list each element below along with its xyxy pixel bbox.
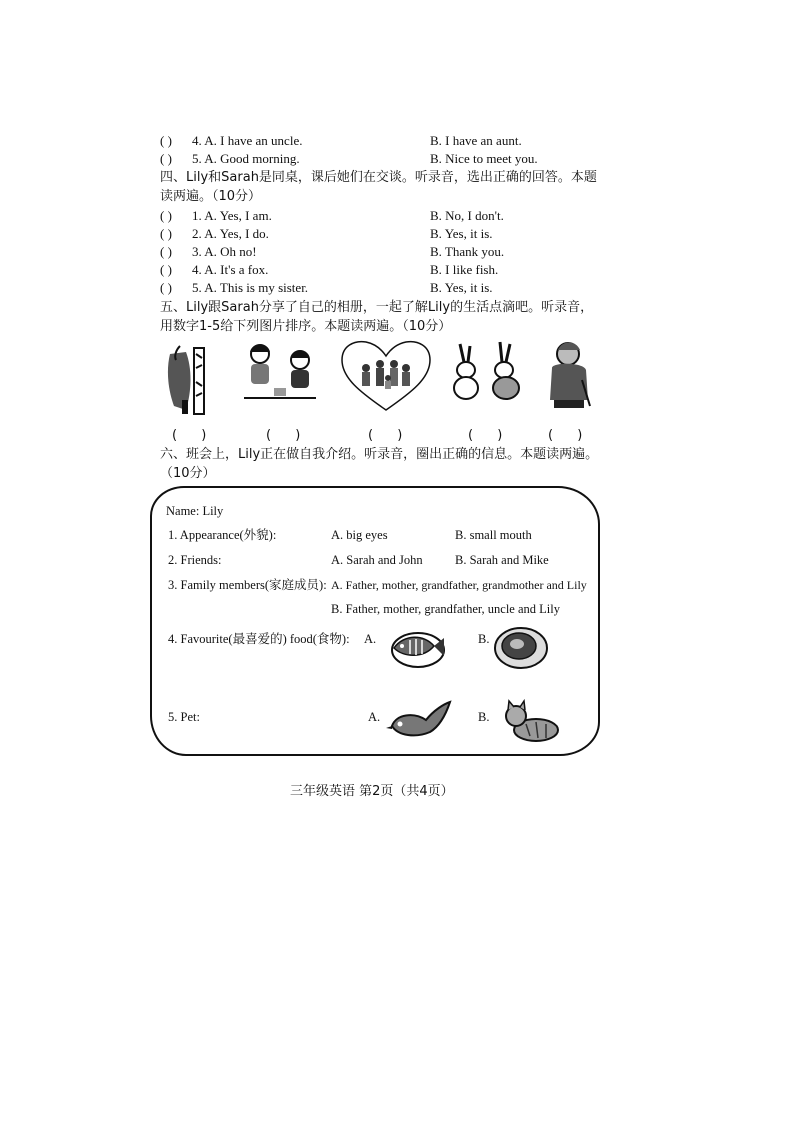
option-b: B. Yes, it is. — [430, 280, 493, 295]
answer-blank[interactable]: ( ) — [160, 244, 172, 259]
answer-blank[interactable]: ( ) — [160, 133, 172, 148]
answer-blank[interactable]: ( ) — [160, 208, 172, 223]
option-b: B. Nice to meet you. — [430, 151, 538, 166]
item-label: 2. Friends: — [168, 553, 222, 567]
choice-b[interactable]: B. small mouth — [455, 528, 532, 542]
grandfather-picture — [546, 340, 592, 412]
student-name: Name: Lily — [166, 504, 224, 518]
option-a: 1. A. Yes, I am. — [192, 208, 272, 223]
question-row — [160, 261, 620, 279]
choice-b[interactable]: B. — [478, 710, 490, 724]
bird-icon[interactable] — [386, 696, 452, 742]
option-a: 5. A. This is my sister. — [192, 280, 309, 295]
choice-a[interactable]: A. Sarah and John — [331, 553, 423, 567]
option-b: B. I like fish. — [430, 262, 499, 277]
answer-blank[interactable]: ( ) — [160, 262, 172, 277]
question-row — [160, 132, 620, 150]
choice-b[interactable]: B. Sarah and Mike — [455, 553, 549, 567]
option-a: 4. A. I have an uncle. — [192, 133, 303, 148]
item-label: 3. Family members(家庭成员): — [168, 578, 327, 592]
tree-picture — [166, 340, 216, 416]
family-heart-picture — [340, 340, 432, 414]
section-6-heading: 六、班会上，Lily正在做自我介绍。听录音，圈出正确的信息。本题读两遍。（10分） — [160, 447, 599, 481]
choice-a[interactable]: A. — [364, 632, 377, 646]
order-blank[interactable]: ( ) — [266, 428, 311, 443]
question-row — [160, 279, 620, 297]
question-row — [160, 207, 620, 225]
option-b: B. Yes, it is. — [430, 226, 493, 241]
section-4-heading: 四、Lily和Sarah是同桌，课后她们在交谈。听录音，选出正确的回答。本题读两遍。（10分） — [160, 170, 597, 204]
choice-a[interactable]: A. big eyes — [331, 528, 388, 542]
choice-b[interactable]: B. Father, mother, grandfather, uncle and Lily — [331, 602, 560, 616]
order-blank[interactable]: ( ) — [368, 428, 413, 443]
item-label: 5. Pet: — [168, 710, 200, 724]
cat-icon[interactable] — [500, 698, 562, 744]
meat-dish-icon[interactable] — [492, 622, 550, 672]
option-a: 2. A. Yes, I do. — [192, 226, 269, 241]
question-row — [160, 225, 620, 243]
question-row — [160, 150, 620, 168]
choice-b[interactable]: B. — [478, 632, 490, 646]
item-label: 1. Appearance(外貌): — [168, 528, 277, 542]
option-b: B. No, I don't. — [430, 208, 504, 223]
section-5-heading: 五、Lily跟Sarah分享了自己的相册，一起了解Lily的生活点滴吧。听录音，用数字1-5给下列图片排序。本题读两遍。（10分） — [160, 300, 594, 334]
option-b: B. I have an aunt. — [430, 133, 522, 148]
item-label: 4. Favourite(最喜爱的) food(食物): — [168, 632, 350, 646]
choice-a[interactable]: A. — [368, 710, 381, 724]
answer-blank[interactable]: ( ) — [160, 151, 172, 166]
option-b: B. Thank you. — [430, 244, 505, 259]
fish-dish-icon[interactable] — [384, 624, 446, 670]
children-picture — [240, 340, 320, 406]
answer-blank[interactable]: ( ) — [160, 280, 172, 295]
page-footer: 三年级英语 第2页（共4页） — [290, 784, 454, 799]
order-blank[interactable]: ( ) — [172, 428, 217, 443]
order-blank[interactable]: ( ) — [548, 428, 593, 443]
choice-a[interactable]: A. Father, mother, grandfather, grandmother and Lily — [331, 578, 587, 592]
order-blank[interactable]: ( ) — [468, 428, 513, 443]
answer-blank[interactable]: ( ) — [160, 226, 172, 241]
option-a: 5. A. Good morning. — [192, 151, 300, 166]
option-a: 4. A. It's a fox. — [192, 262, 269, 277]
question-row — [160, 243, 620, 261]
option-a: 3. A. Oh no! — [192, 244, 257, 259]
rabbits-picture — [450, 340, 524, 402]
